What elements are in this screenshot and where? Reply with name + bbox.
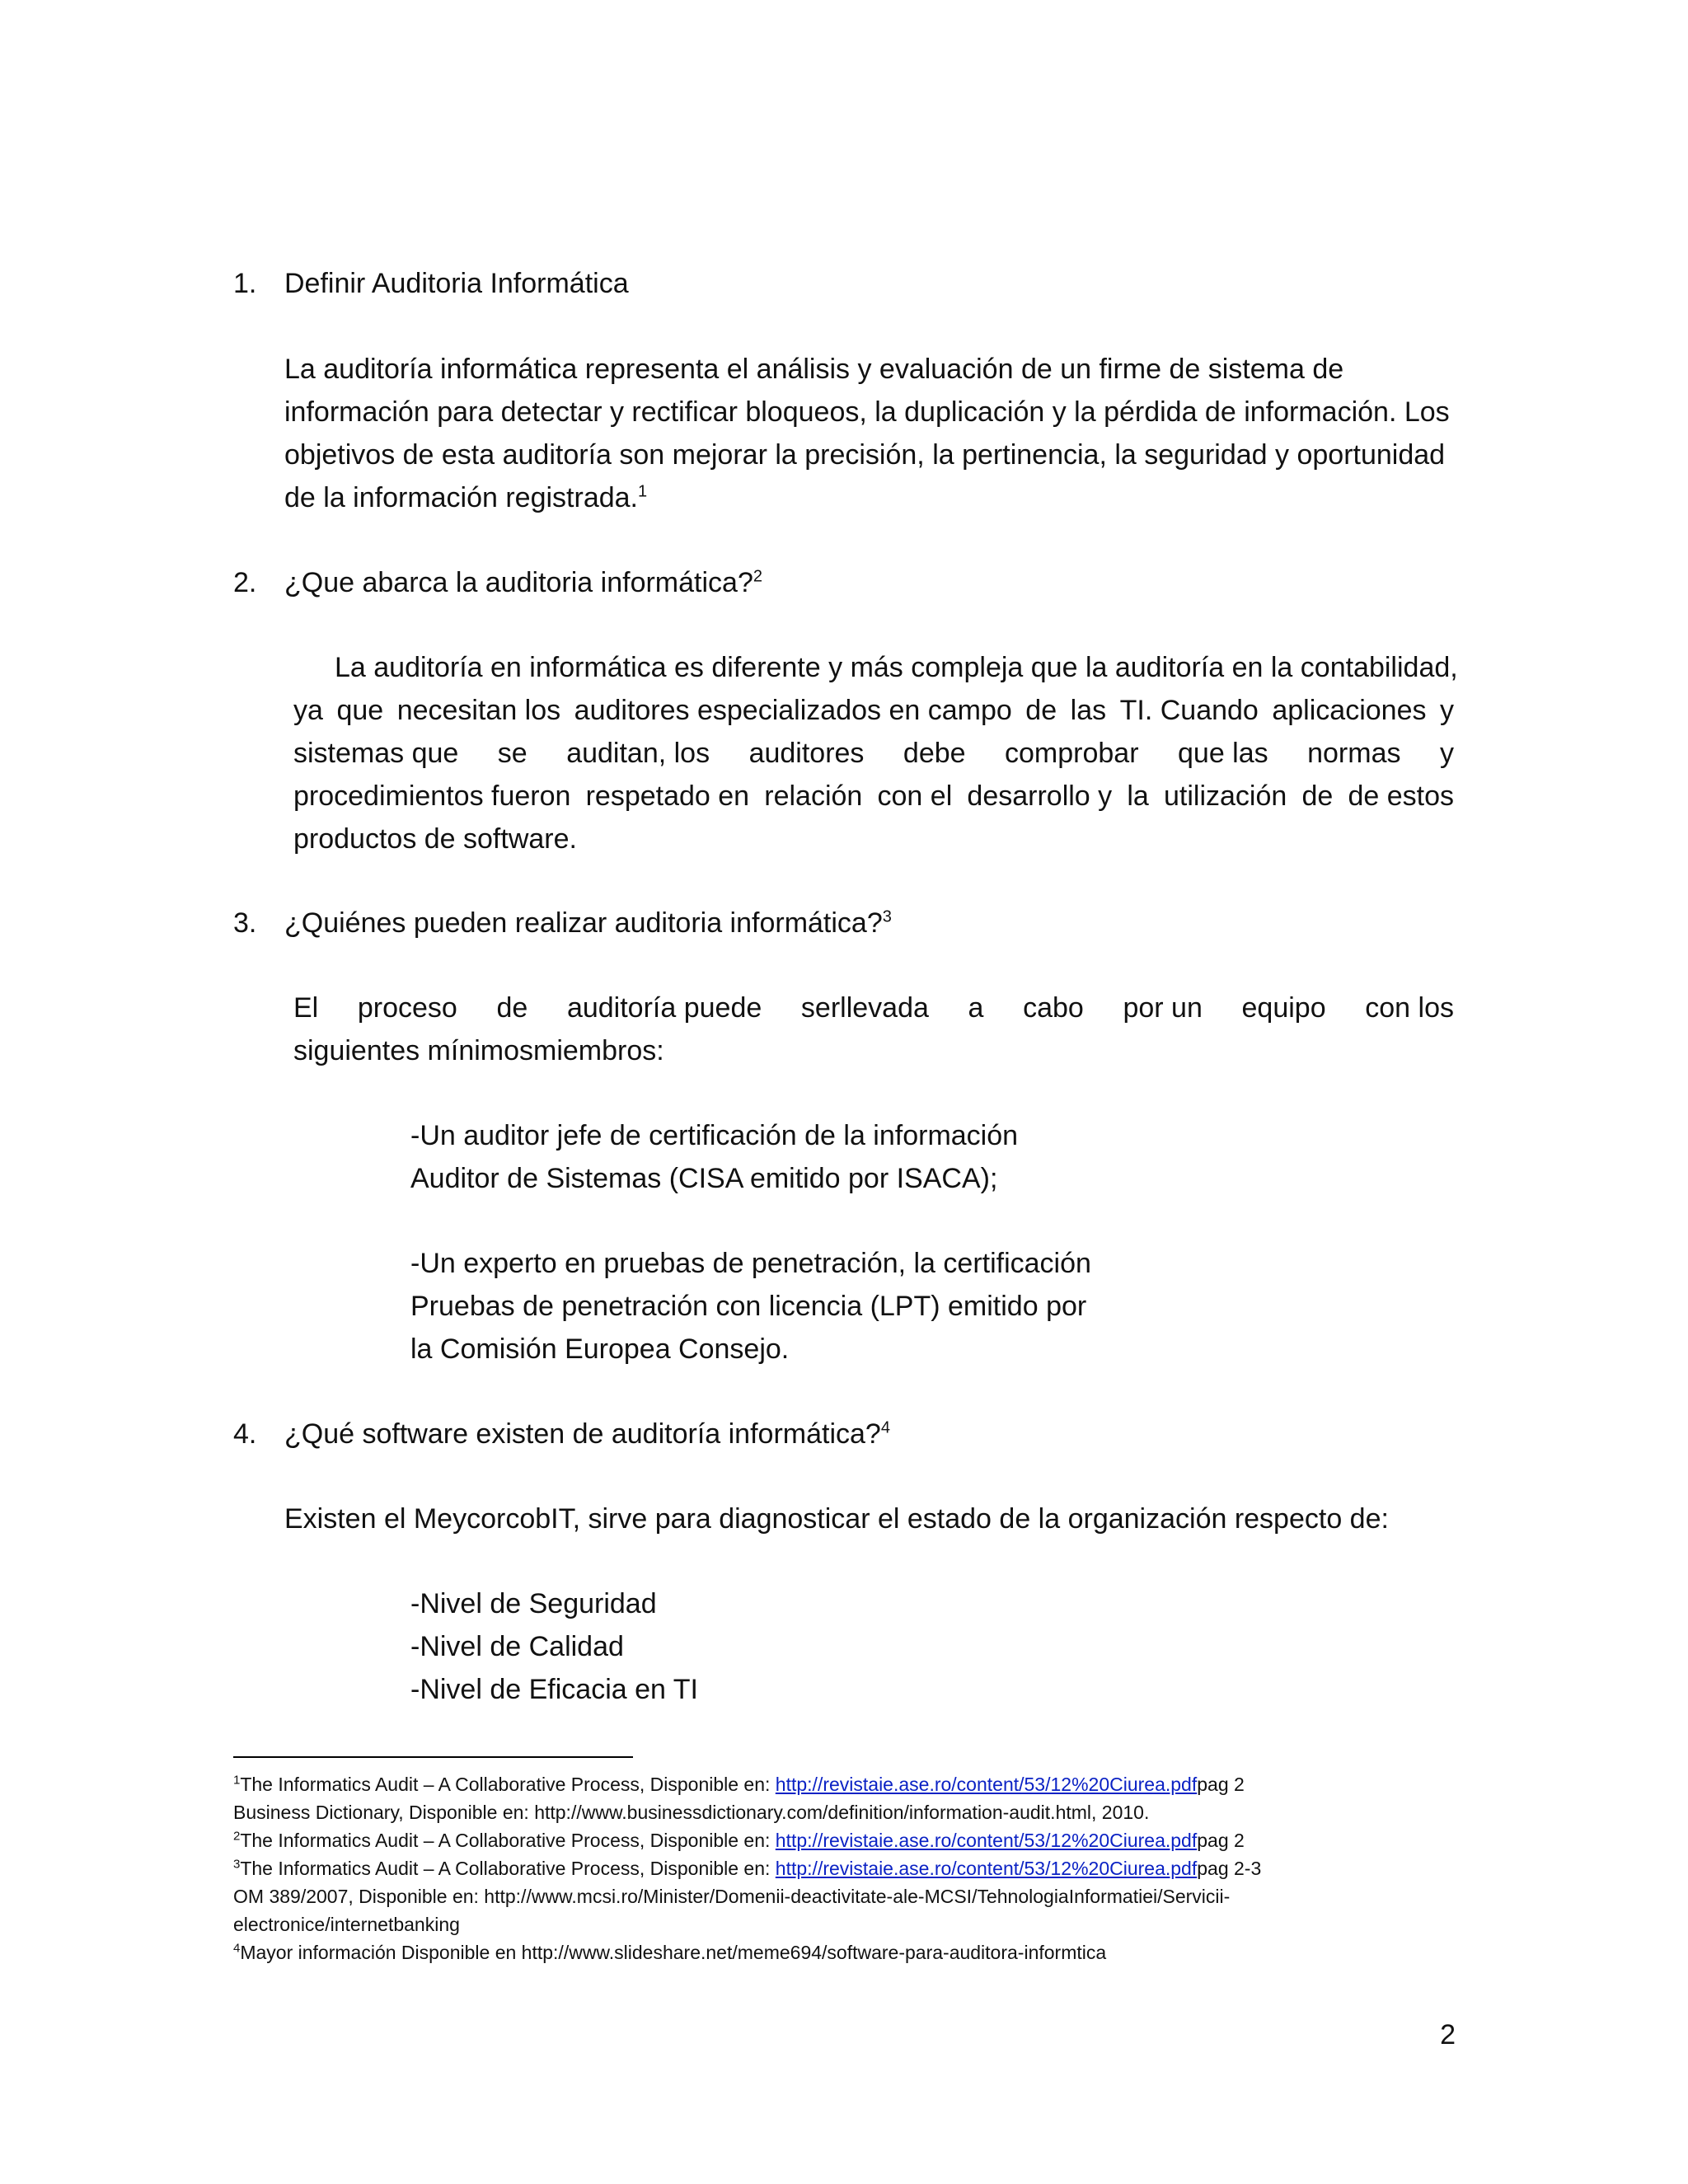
word-group: y: [1440, 695, 1454, 726]
paragraph-line: La auditoría informática representa el análisis y evaluación de un firme de sistema de: [284, 354, 1344, 385]
footnote-link[interactable]: http://revistaie.ase.ro/content/53/12%20Ciurea.pdf: [775, 1774, 1198, 1795]
footnote-3-extra-2: electronice/internetbanking: [233, 1914, 460, 1935]
word-group: debe: [903, 738, 966, 769]
section-3-paragraph: [293, 987, 1454, 1072]
word-group: auditores: [748, 738, 865, 769]
word-group: la: [1127, 780, 1149, 812]
footnote-suffix: pag 2-3: [1197, 1858, 1262, 1879]
paragraph-line: [293, 646, 1458, 689]
footnote-1: [233, 1770, 1420, 1798]
member-item-2: [410, 1242, 1091, 1371]
word-group: por un: [1123, 992, 1203, 1024]
footnote-separator: [233, 1756, 633, 1758]
level-item: -Nivel de Seguridad: [410, 1588, 657, 1619]
footnote-3-extra-1: OM 389/2007, Disponible en: http://www.mcsi.ro/Minister/Domenii-deactivitate-ale-MCSI/TehnologiaInformatiei/Servicii-: [233, 1886, 1231, 1907]
word-group: aplicaciones: [1272, 695, 1427, 726]
member-line: Auditor de Sistemas (CISA emitido por ISACA);: [410, 1163, 998, 1194]
word-group: que las: [1178, 738, 1268, 769]
word-group: con el: [877, 780, 953, 812]
footnote-ref-1: 1: [638, 482, 648, 501]
section-2-number: 2.: [233, 567, 257, 598]
footnote-suffix: pag 2: [1197, 1830, 1245, 1851]
paragraph-line: objetivos de esta auditoría son mejorar la precisión, la pertinencia, la seguridad y oportunidad: [284, 439, 1446, 471]
word-group: proceso: [357, 992, 457, 1024]
paragraph-line: [293, 818, 1454, 860]
member-item-1: [410, 1114, 1018, 1200]
word-group: que: [336, 695, 384, 726]
word-group: El: [293, 992, 319, 1024]
footnote-marker: 2: [233, 1829, 241, 1844]
word-group: de estos: [1348, 780, 1454, 812]
member-line: -Un experto en pruebas de penetración, la certificación: [410, 1248, 1091, 1279]
paragraph-line: [293, 689, 1454, 732]
section-1-number: 1.: [233, 268, 257, 299]
section-3-number: 3.: [233, 907, 257, 939]
word-group: utilización: [1163, 780, 1287, 812]
page-number: 2: [1440, 2019, 1456, 2050]
paragraph-line: [293, 775, 1454, 818]
word-group: auditoría puede: [566, 992, 762, 1024]
word-group: normas: [1307, 738, 1401, 769]
footnote-4: [233, 1938, 1420, 1966]
section-2-paragraph: [293, 646, 1458, 860]
word-group: necesitan los: [396, 695, 561, 726]
paragraph-line: [293, 732, 1454, 775]
word-group: sistemas que: [293, 738, 459, 769]
word-group: a: [968, 992, 984, 1024]
footnote-1-extra: Business Dictionary, Disponible en: http://www.businessdictionary.com/definition/information-audit.html, 2010.: [233, 1802, 1150, 1823]
footnote-text: The Informatics Audit – A Collaborative Process, Disponible en:: [240, 1830, 776, 1851]
word-group: y: [1439, 738, 1454, 769]
word-group: La auditoría en informática es diferente y más compleja que la auditoría en la contabilidad,: [335, 652, 1458, 683]
section-4-title: [284, 1413, 890, 1455]
word-group: de: [1301, 780, 1334, 812]
word-group: relación: [764, 780, 863, 812]
word-group: productos de software.: [293, 823, 577, 855]
word-group: se: [497, 738, 528, 769]
footnote-marker: 4: [233, 1941, 241, 1956]
footnote-ref-4: 4: [880, 1418, 890, 1437]
footnote-link[interactable]: http://revistaie.ase.ro/content/53/12%20Ciurea.pdf: [775, 1830, 1198, 1851]
footnote-ref-3: 3: [882, 907, 892, 926]
footnote-link[interactable]: http://revistaie.ase.ro/content/53/12%20Ciurea.pdf: [775, 1858, 1198, 1879]
footnote-2: [233, 1826, 1420, 1854]
section-2-title: [284, 561, 762, 604]
word-group: cabo: [1023, 992, 1084, 1024]
word-group: las: [1070, 695, 1107, 726]
word-group: con los: [1365, 992, 1454, 1024]
level-item: -Nivel de Calidad: [410, 1631, 624, 1662]
footnote-text: The Informatics Audit – A Collaborative Process, Disponible en:: [240, 1858, 776, 1879]
level-item: -Nivel de Eficacia en TI: [410, 1674, 698, 1705]
paragraph-line-last: [284, 476, 1455, 519]
paragraph-text: de la información registrada.: [284, 482, 639, 513]
section-3-title-text: ¿Quiénes pueden realizar auditoria informática?: [284, 907, 883, 939]
word-group: serllevada: [800, 992, 929, 1024]
member-line: Pruebas de penetración con licencia (LPT) emitido por: [410, 1291, 1087, 1322]
word-group: equipo: [1241, 992, 1326, 1024]
word-group: siguientes mínimosmiembros:: [293, 1035, 664, 1066]
word-group: TI. Cuando: [1119, 695, 1259, 726]
footnote-text: The Informatics Audit – A Collaborative Process, Disponible en:: [240, 1774, 776, 1795]
word-group: respetado en: [585, 780, 750, 812]
section-4-number: 4.: [233, 1418, 257, 1450]
footnote-ref-2: 2: [753, 567, 762, 586]
word-group: auditores especializados en campo: [574, 695, 1012, 726]
section-1-title: Definir Auditoria Informática: [284, 268, 629, 299]
section-3-title: [284, 902, 892, 944]
section-4-paragraph: Existen el MeycorcobIT, sirve para diagnosticar el estado de la organización respecto de:: [284, 1503, 1389, 1535]
section-1-paragraph: [284, 348, 1455, 519]
levels-list: [410, 1582, 698, 1711]
footnote-3: [233, 1854, 1420, 1882]
footnotes: [233, 1770, 1420, 1966]
member-line: -Un auditor jefe de certificación de la información: [410, 1120, 1019, 1151]
member-line: la Comisión Europea Consejo.: [410, 1333, 790, 1365]
footnote-marker: 3: [233, 1857, 241, 1872]
footnote-marker: 1: [233, 1773, 241, 1788]
paragraph-line: [293, 1029, 1454, 1072]
word-group: auditan, los: [566, 738, 710, 769]
section-4-title-text: ¿Qué software existen de auditoría informática?: [284, 1418, 881, 1450]
footnote-suffix: pag 2: [1197, 1774, 1245, 1795]
word-group: de: [1025, 695, 1057, 726]
word-group: comprobar: [1005, 738, 1139, 769]
paragraph-line: [293, 987, 1454, 1029]
footnote-text: Mayor información Disponible en http://www.slideshare.net/meme694/software-para-auditora-informtica: [240, 1942, 1107, 1963]
word-group: de: [496, 992, 528, 1024]
paragraph-line: información para detectar y rectificar bloqueos, la duplicación y la pérdida de información. Los: [284, 396, 1450, 428]
word-group: desarrollo y: [967, 780, 1113, 812]
section-2-title-text: ¿Que abarca la auditoria informática?: [284, 567, 753, 598]
word-group: procedimientos fueron: [293, 780, 571, 812]
word-group: ya: [293, 695, 323, 726]
